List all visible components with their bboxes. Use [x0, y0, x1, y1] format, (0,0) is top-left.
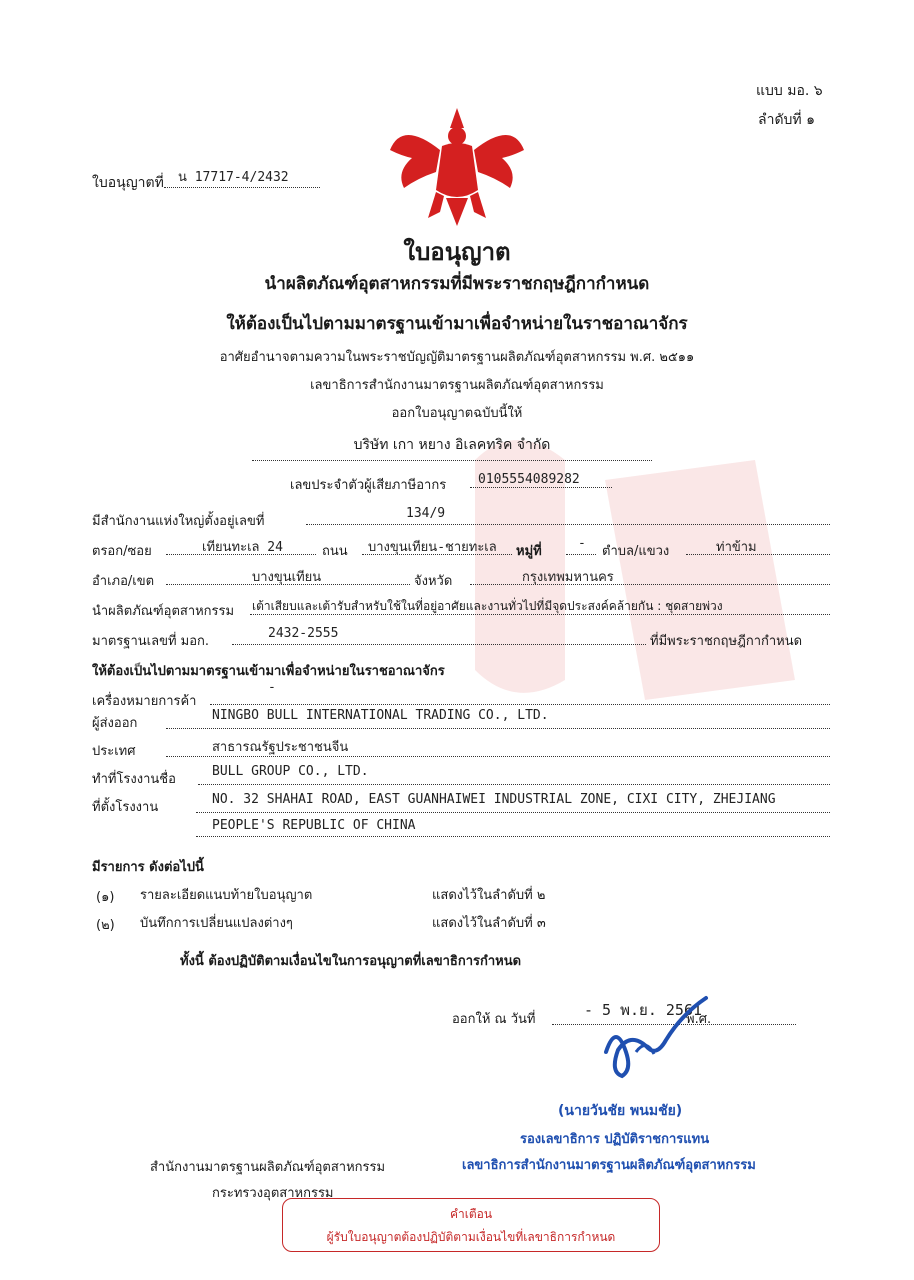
issue-suffix: พ.ศ. [686, 1012, 712, 1027]
exporter-value: NINGBO BULL INTERNATIONAL TRADING CO., LTD. [212, 708, 549, 723]
license-number: น 17717-4/2432 [164, 166, 320, 188]
province-label: จังหวัด [414, 574, 453, 589]
taxid-value: 0105554089282 [470, 472, 612, 488]
hq-label: มีสำนักงานแห่งใหญ่ตั้งอยู่เลขที่ [92, 514, 265, 529]
subdistrict-label: ตำบล/แขวง [602, 544, 670, 559]
warning-text: ผู้รับใบอนุญาตต้องปฏิบัติตามเงื่อนไขที่เลขาธิการกำหนด [326, 1230, 616, 1244]
items-header: มีรายการ ดังต่อไปนี้ [92, 860, 204, 875]
road-label: ถนน [322, 544, 348, 559]
country-value: สาธารณรัฐประชาชนจีน [212, 740, 349, 755]
location-line-1: NO. 32 SHAHAI ROAD, EAST GUANHAIWEI INDUSTRIAL ZONE, CIXI CITY, ZHEJIANG [212, 792, 776, 807]
standard-value: 2432-2555 [268, 626, 339, 641]
heading-line-5: ออกใบอนุญาตฉบับนี้ให้ [391, 406, 523, 421]
product-value: เต้าเสียบและเต้ารับสำหรับใช้ในที่อยู่อาศัยและงานทั่วไปที่มีจุดประสงค์คล้ายกัน : ชุดสายพ่วง [252, 599, 723, 613]
signer-position-1: รองเลขาธิการ ปฏิบัติราชการแทน [520, 1132, 710, 1147]
form-type: แบบ มอ. ๖ [756, 83, 823, 99]
item-2-ref: แสดงไว้ในลำดับที่ ๓ [432, 916, 546, 931]
province-value: กรุงเทพมหานคร [522, 570, 614, 585]
taxid-label: เลขประจำตัวผู้เสียภาษีอากร [290, 478, 447, 493]
factory-value: BULL GROUP CO., LTD. [212, 764, 369, 779]
district-label: อำเภอ/เขต [92, 574, 155, 589]
moo-label: หมู่ที่ [516, 544, 542, 559]
soi-value: เทียนทะเล 24 [202, 540, 283, 555]
factory-label: ทำที่โรงงานชื่อ [92, 772, 176, 787]
exporter-label: ผู้ส่งออก [92, 716, 138, 731]
signer-name: (นายวันชัย พนมชัย) [558, 1103, 683, 1119]
product-label: นำผลิตภัณฑ์อุตสาหกรรม [92, 604, 235, 619]
item-1-num: (๑) [96, 890, 115, 905]
license-label: ใบอนุญาตที่ [92, 175, 164, 191]
trademark-label: เครื่องหมายการค้า [92, 694, 197, 709]
road-value: บางขุนเทียน-ชายทะเล [368, 540, 497, 555]
moo-value: - [578, 536, 586, 551]
standard-line: ให้ต้องเป็นไปตามมาตรฐานเข้ามาเพื่อจำหน่ายในราชอาณาจักร [92, 664, 445, 679]
signature [596, 992, 716, 1082]
form-order: ลำดับที่ ๑ [758, 112, 815, 128]
item-2-text: บันทึกการเปลี่ยนแปลงต่างๆ [140, 916, 293, 931]
page-title: ใบอนุญาต [403, 238, 511, 266]
location-label: ที่ตั้งโรงงาน [92, 800, 159, 815]
hq-value: 134/9 [406, 506, 446, 521]
item-1-ref: แสดงไว้ในลำดับที่ ๒ [432, 888, 546, 903]
country-label: ประเทศ [92, 744, 136, 759]
garuda-emblem [382, 100, 532, 230]
watermark-graphic [455, 420, 815, 720]
issue-date: - 5 พ.ย. 2561 [584, 1001, 703, 1019]
heading-line-1: นำผลิตภัณฑ์อุตสาหกรรมที่มีพระราชกฤษฎีกากำหนด [264, 274, 650, 294]
condition-text: ทั้งนี้ ต้องปฏิบัติตามเงื่อนไขในการอนุญาตที่เลขาธิการกำหนด [180, 954, 522, 969]
standard-label: มาตรฐานเลขที่ มอก. [92, 634, 210, 649]
soi-label: ตรอก/ซอย [92, 544, 152, 559]
signer-position-2: เลขาธิการสำนักงานมาตรฐานผลิตภัณฑ์อุตสาหกรรม [462, 1158, 756, 1173]
subdistrict-value: ท่าข้าม [716, 540, 757, 555]
company-name: บริษัท เกา หยาง อิเลคทริค จำกัด [252, 434, 652, 461]
issue-label: ออกให้ ณ วันที่ [452, 1012, 536, 1027]
standard-suffix: ที่มีพระราชกฤษฎีกากำหนด [650, 634, 803, 649]
item-1-text: รายละเอียดแนบท้ายใบอนุญาต [140, 888, 313, 903]
office-line-1: สำนักงานมาตรฐานผลิตภัณฑ์อุตสาหกรรม [150, 1160, 386, 1175]
heading-line-4: เลขาธิการสำนักงานมาตรฐานผลิตภัณฑ์อุตสาหกรรม [310, 378, 604, 393]
office-line-2: กระทรวงอุตสาหกรรม [212, 1186, 334, 1201]
heading-line-3: อาศัยอำนาจตามความในพระราชบัญญัติมาตรฐานผลิตภัณฑ์อุตสาหกรรม พ.ศ. ๒๕๑๑ [219, 350, 695, 365]
warning-title: คำเตือน [449, 1207, 493, 1221]
district-value: บางขุนเทียน [252, 570, 322, 585]
warning-box [282, 1198, 660, 1252]
location-line-2: PEOPLE'S REPUBLIC OF CHINA [212, 818, 416, 833]
heading-line-2: ให้ต้องเป็นไปตามมาตรฐานเข้ามาเพื่อจำหน่ายในราชอาณาจักร [226, 314, 688, 334]
trademark-value: - [268, 680, 276, 695]
item-2-num: (๒) [96, 918, 115, 933]
